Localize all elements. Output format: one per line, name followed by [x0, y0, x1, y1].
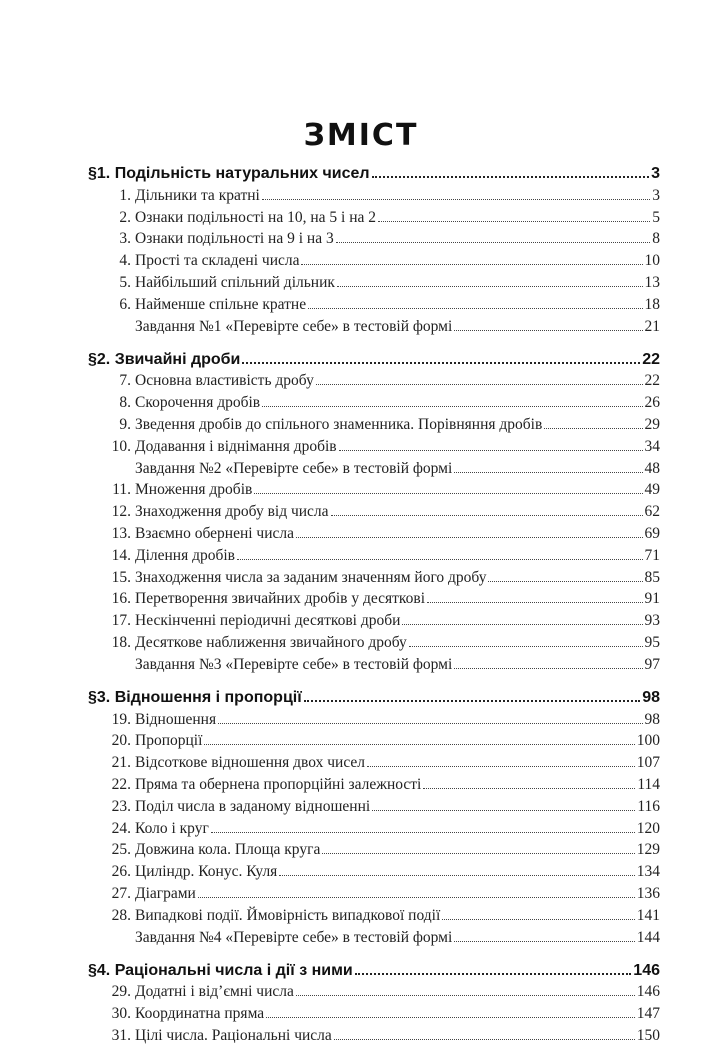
entry-title: Циліндр. Конус. Куля [135, 863, 278, 881]
entry-page-number: 48 [644, 459, 660, 477]
dot-leader [454, 668, 642, 669]
toc-entry[interactable] [88, 772, 660, 794]
entry-page-number: 134 [636, 863, 660, 881]
entry-number: 19. [111, 710, 131, 728]
entry-title: Дільники та кратні [135, 186, 260, 204]
dot-leader [454, 330, 642, 331]
entry-title: Координатна пряма [135, 1005, 265, 1023]
entry-title: Ділення дробів [135, 546, 235, 564]
toc-entry[interactable] [88, 456, 660, 478]
entry-page-number: 62 [644, 503, 660, 521]
entry-title: Цілі числа. Раціональні числа [135, 1026, 332, 1044]
entry-page-number: 129 [636, 841, 660, 859]
entry-number: 20. [111, 732, 131, 750]
dot-leader [454, 472, 642, 473]
entry-number: 3. [119, 230, 131, 248]
toc-entry[interactable] [88, 565, 660, 587]
entry-page-number: 34 [644, 437, 660, 455]
section-title: §1. Подільність натуральних чисел [88, 165, 370, 182]
entry-page-number: 141 [636, 906, 660, 924]
table-of-contents [88, 159, 660, 1045]
entry-title: Знаходження числа за заданим значенням його дробу [135, 568, 487, 586]
entry-number: 10. [111, 437, 131, 455]
dot-leader [279, 875, 634, 876]
entry-number: 21. [111, 754, 131, 772]
entry-page-number: 95 [644, 633, 660, 651]
dot-leader [442, 919, 634, 920]
entry-number: 12. [111, 503, 131, 521]
entry-number: 15. [111, 568, 131, 586]
section-heading[interactable] [88, 345, 660, 369]
toc-entry[interactable] [88, 521, 660, 543]
entry-number: 17. [111, 612, 131, 630]
entry-title: Додатні і від’ємні числа [135, 983, 294, 1001]
entry-page-number: 91 [644, 590, 660, 608]
entry-number: 24. [111, 819, 131, 837]
toc-entry[interactable] [88, 750, 660, 772]
entry-number: 27. [111, 884, 131, 902]
dot-leader [336, 242, 651, 243]
entry-page-number: 97 [644, 655, 660, 673]
toc-entry[interactable] [88, 314, 660, 336]
entry-title: Ознаки подільності на 10, на 5 і на 2 [135, 208, 377, 226]
entry-page-number: 29 [644, 415, 660, 433]
dot-leader [337, 286, 643, 287]
entry-number: 30. [111, 1005, 131, 1023]
toc-entry[interactable] [88, 707, 660, 729]
entry-title: Коло і круг [135, 819, 209, 837]
entry-title: Множення дробів [135, 481, 253, 499]
entry-page-number: 136 [636, 884, 660, 902]
dot-leader [218, 723, 642, 724]
entry-title: Основна властивість дробу [135, 372, 314, 390]
toc-entry[interactable] [88, 1023, 660, 1045]
entry-number: 18. [111, 633, 131, 651]
dot-leader [378, 221, 650, 222]
entry-title: Випадкові події. Ймовірність випадкової події [135, 906, 441, 924]
dot-leader [242, 362, 640, 364]
dot-leader [372, 176, 650, 178]
toc-entry[interactable] [88, 630, 660, 652]
entry-title: Діаграми [135, 884, 196, 902]
toc-entry[interactable] [88, 183, 660, 205]
toc-section [88, 159, 660, 336]
entry-number: 26. [111, 863, 131, 881]
section-title: §4. Раціональні числа і дії з ними [88, 961, 353, 979]
entry-title: Завдання №4 «Перевірте себе» в тестовій формі [135, 928, 453, 946]
dot-leader [316, 384, 643, 385]
section-heading[interactable] [88, 956, 660, 980]
toc-entry[interactable] [88, 881, 660, 903]
entry-page-number: 13 [644, 273, 660, 291]
toc-entry[interactable] [88, 794, 660, 816]
entry-title: Довжина кола. Площа круга [135, 841, 321, 859]
dot-leader [237, 559, 643, 560]
dot-leader [301, 264, 642, 265]
section-page-number: 146 [633, 961, 660, 979]
toc-entry[interactable] [88, 478, 660, 500]
entry-page-number: 150 [636, 1026, 660, 1044]
dot-leader [262, 406, 642, 407]
entry-title: Пропорції [135, 732, 203, 750]
entry-number: 29. [111, 983, 131, 1001]
toc-entry[interactable] [88, 980, 660, 1002]
entry-number: 22. [111, 775, 131, 793]
toc-section [88, 956, 660, 1045]
entry-title: Завдання №2 «Перевірте себе» в тестовій формі [135, 459, 453, 477]
entry-number: 11. [112, 481, 131, 499]
entry-page-number: 3 [652, 186, 660, 204]
toc-entry[interactable] [88, 608, 660, 630]
toc-section [88, 345, 660, 674]
entry-page-number: 100 [636, 732, 660, 750]
entry-page-number: 21 [644, 317, 660, 335]
toc-entry[interactable] [88, 925, 660, 947]
dot-leader [304, 700, 640, 702]
entry-number: 4. [119, 252, 131, 270]
entry-page-number: 93 [644, 612, 660, 630]
entry-page-number: 85 [644, 568, 660, 586]
entry-number: 31. [111, 1026, 131, 1044]
dot-leader [427, 602, 642, 603]
entry-number: 13. [111, 524, 131, 542]
entry-page-number: 5 [652, 208, 660, 226]
dot-leader [198, 897, 635, 898]
toc-entry[interactable] [88, 227, 660, 249]
toc-entry[interactable] [88, 292, 660, 314]
toc-entry[interactable] [88, 652, 660, 674]
entry-number: 23. [111, 797, 131, 815]
entry-page-number: 144 [636, 928, 660, 946]
entry-title: Скорочення дробів [135, 394, 261, 412]
toc-entry[interactable] [88, 390, 660, 412]
entry-title: Зведення дробів до спільного знаменника. Порівняння дробів [135, 415, 543, 433]
entry-number: 2. [119, 208, 131, 226]
entry-number: 9. [119, 415, 131, 433]
entry-page-number: 146 [636, 983, 660, 1001]
toc-entry[interactable] [88, 205, 660, 227]
entry-title: Знаходження дробу від числа [135, 503, 329, 521]
entry-title: Відсоткове відношення двох чисел [135, 754, 366, 772]
entry-title: Додавання і віднімання дробів [135, 437, 337, 455]
dot-leader [423, 788, 635, 789]
dot-leader [409, 646, 643, 647]
toc-entry[interactable] [88, 838, 660, 860]
section-title: §3. Відношення і пропорції [88, 688, 302, 706]
entry-title: Прості та складені числа [135, 252, 300, 270]
section-page-number: 22 [642, 350, 660, 368]
entry-title: Ознаки подільності на 9 і на 3 [135, 230, 334, 248]
section-page-number: 98 [642, 688, 660, 706]
toc-entry[interactable] [88, 412, 660, 434]
entry-title: Перетворення звичайних дробів у десяткові [135, 590, 426, 608]
dot-leader [372, 810, 635, 811]
toc-entry[interactable] [88, 434, 660, 456]
toc-entry[interactable] [88, 1001, 660, 1023]
section-heading[interactable] [88, 683, 660, 707]
dot-leader [339, 450, 643, 451]
toc-section [88, 683, 660, 947]
entry-number: 7. [119, 372, 131, 390]
toc-entry[interactable] [88, 270, 660, 292]
entry-page-number: 107 [636, 754, 660, 772]
toc-entry[interactable] [88, 859, 660, 881]
dot-leader [204, 744, 634, 745]
entry-page-number: 120 [636, 819, 660, 837]
dot-leader [544, 428, 642, 429]
entry-page-number: 114 [637, 775, 660, 793]
toc-entry[interactable] [88, 587, 660, 609]
entry-page-number: 147 [636, 1005, 660, 1023]
dot-leader [454, 941, 634, 942]
toc-entry[interactable] [88, 903, 660, 925]
dot-leader [355, 973, 632, 975]
dot-leader [402, 624, 642, 625]
entry-page-number: 8 [652, 230, 660, 248]
toc-entry[interactable] [88, 369, 660, 391]
entry-title: Взаємно обернені числа [135, 524, 295, 542]
dot-leader [334, 1039, 635, 1040]
entry-page-number: 22 [644, 372, 660, 390]
entry-number: 8. [119, 394, 131, 412]
dot-leader [296, 537, 642, 538]
toc-entry[interactable] [88, 816, 660, 838]
toc-entry[interactable] [88, 248, 660, 270]
entry-number: 14. [111, 546, 131, 564]
entry-title: Завдання №1 «Перевірте себе» в тестовій формі [135, 317, 453, 335]
page-title: ЗМІСТ [303, 118, 419, 153]
dot-leader [308, 308, 642, 309]
entry-title: Найбільший спільний дільник [135, 273, 335, 291]
entry-number: 1. [119, 186, 131, 204]
section-page-number: 3 [651, 165, 660, 182]
section-title: §2. Звичайні дроби [88, 350, 241, 368]
entry-number: 28. [111, 906, 131, 924]
dot-leader [367, 766, 635, 767]
entry-page-number: 10 [644, 252, 660, 270]
dot-leader [254, 493, 642, 494]
toc-entry[interactable] [88, 543, 660, 565]
entry-title: Відношення [135, 710, 217, 728]
entry-title: Поділ числа в заданому відношенні [135, 797, 371, 815]
dot-leader [296, 995, 635, 996]
toc-entry[interactable] [88, 729, 660, 751]
entry-page-number: 71 [644, 546, 660, 564]
entry-page-number: 49 [644, 481, 660, 499]
entry-number: 6. [119, 295, 131, 313]
entry-title: Десяткове наближення звичайного дробу [135, 633, 407, 651]
toc-entry[interactable] [88, 499, 660, 521]
entry-number: 25. [111, 841, 131, 859]
entry-page-number: 98 [644, 710, 660, 728]
entry-page-number: 26 [644, 394, 660, 412]
entry-title: Пряма та обернена пропорційні залежності [135, 775, 422, 793]
dot-leader [488, 581, 642, 582]
entry-page-number: 69 [644, 524, 660, 542]
entry-title: Завдання №3 «Перевірте себе» в тестовій формі [135, 655, 453, 673]
entry-number: 16. [111, 590, 131, 608]
section-heading[interactable] [88, 159, 660, 183]
dot-leader [322, 853, 634, 854]
entry-title: Найменше спільне кратне [135, 295, 307, 313]
entry-number: 5. [119, 273, 131, 291]
dot-leader [266, 1017, 635, 1018]
dot-leader [331, 515, 643, 516]
dot-leader [211, 832, 635, 833]
dot-leader [262, 199, 650, 200]
entry-title: Нескінченні періодичні десяткові дроби [135, 612, 401, 630]
entry-page-number: 18 [644, 295, 660, 313]
entry-page-number: 116 [637, 797, 660, 815]
